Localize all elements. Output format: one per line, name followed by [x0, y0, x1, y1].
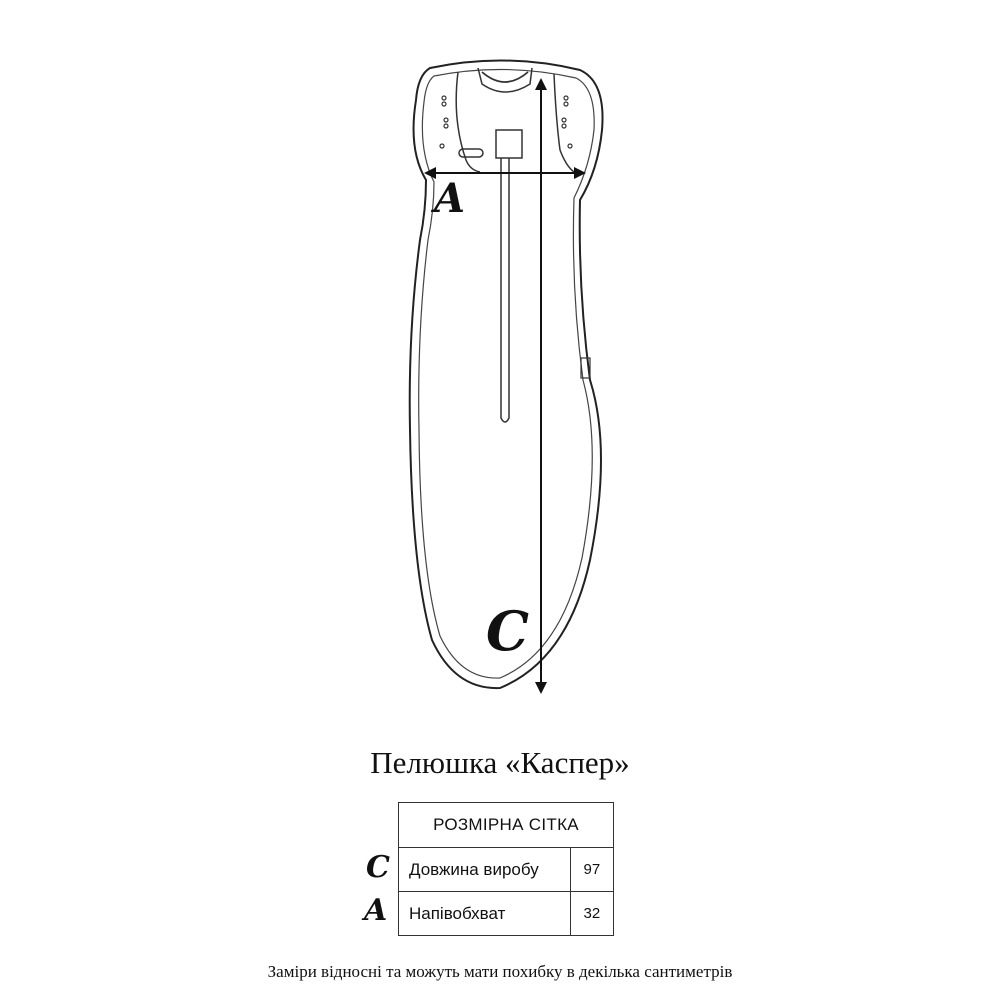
dimension-a-label: A	[434, 175, 466, 222]
measurement-note: Заміри відносні та можуть мати похибку в декілька сантиметрів	[267, 962, 733, 981]
row-letter-a: A	[364, 893, 388, 928]
swaddle-inner-stitch	[419, 69, 594, 678]
dimension-c-arrow	[535, 78, 547, 694]
row-label-half-girth: Напівобхват	[399, 892, 571, 936]
product-title: Пелюшка «Каспер»	[370, 745, 630, 780]
size-table-header-row	[399, 803, 614, 848]
dimension-c-label: C	[486, 599, 529, 663]
table-row	[399, 892, 614, 936]
right-armhole-seam	[554, 74, 574, 172]
collar-band	[478, 68, 532, 92]
row-letter-c: C	[366, 850, 390, 885]
neckline	[482, 72, 528, 82]
row-value-half-girth: 32	[570, 892, 613, 936]
table-row	[399, 848, 614, 892]
zipper	[501, 158, 509, 422]
row-value-length: 97	[570, 848, 613, 892]
left-snap-buttons	[440, 96, 448, 148]
swaddle-outline	[410, 60, 603, 688]
size-table-header: РОЗМІРНА СІТКА	[399, 803, 614, 848]
zipper-patch	[496, 130, 522, 158]
right-snap-buttons	[562, 96, 572, 148]
size-table	[398, 802, 614, 936]
row-label-length: Довжина виробу	[399, 848, 571, 892]
